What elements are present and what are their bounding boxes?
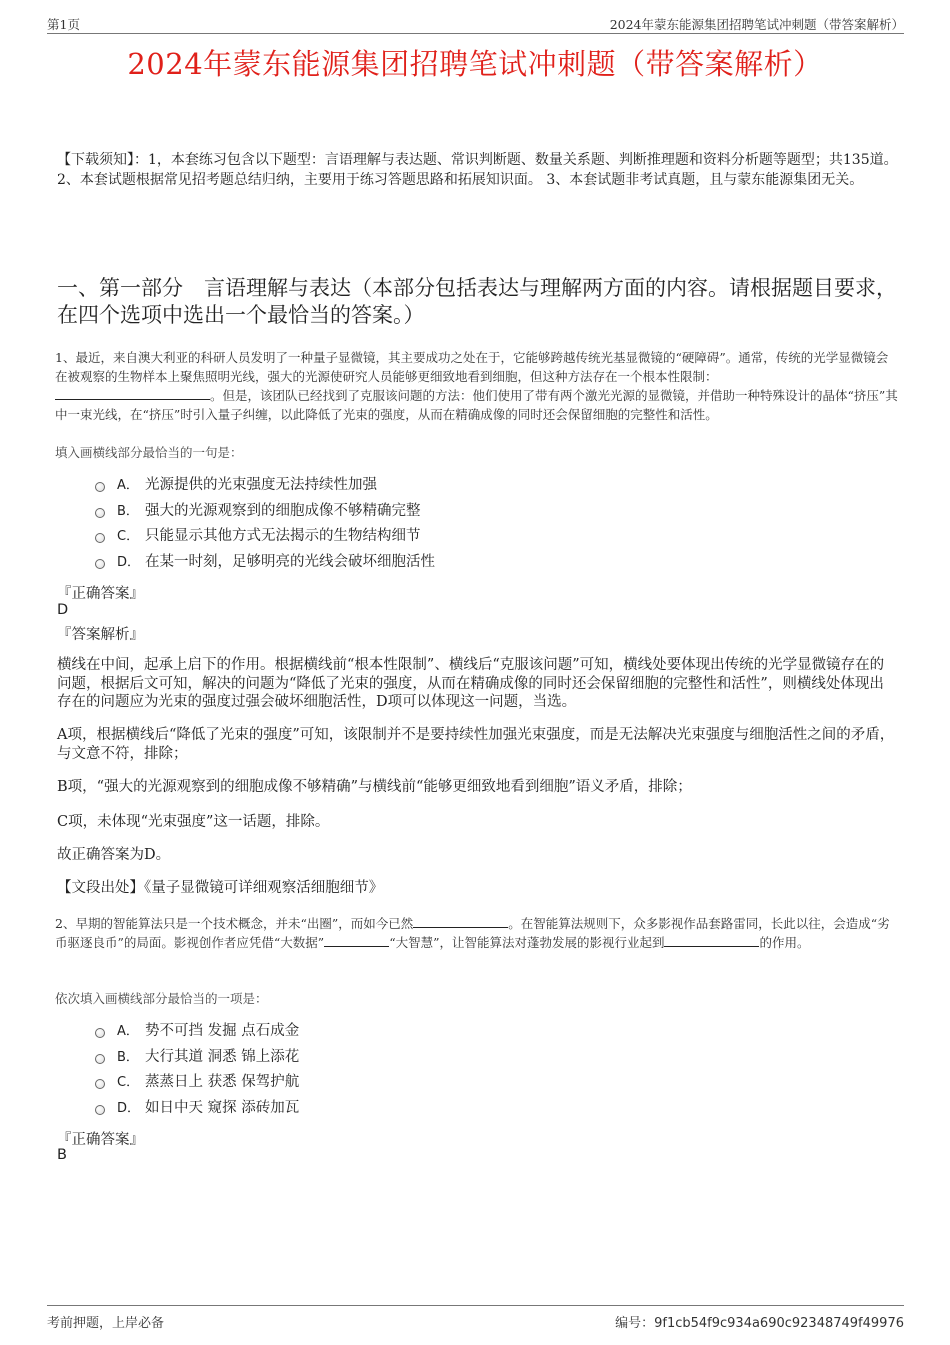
radio-icon[interactable]	[95, 508, 105, 518]
question-1-text	[55, 348, 900, 424]
question-1-analysis-b: B项，“强大的光源观察到的细胞成像不够精确”与横线前“能够更细致地看到细胞”语义矛盾，排除；	[57, 779, 692, 795]
question-1-source: 【文段出处】《量子显微镜可详细观察活细胞细节》	[57, 880, 384, 896]
question-1-analysis-a: A项，根据横线后“降低了光束的强度”可知，该限制并不是要持续性加强光束强度，而是无法解决光束强度与细胞活性之间的矛盾，与文意不符，排除；	[57, 727, 895, 762]
footer-code: 编号：9f1cb54f9c934a690c92348749f49976	[615, 1316, 904, 1331]
header-doc-title: 2024年蒙东能源集团招聘笔试冲刺题（带答案解析）	[609, 17, 904, 32]
question-2-blank-1	[413, 915, 508, 928]
question-2-blank-3	[664, 934, 759, 947]
question-1-option-a[interactable]: A． 光源提供的光束强度无法持续性加强	[95, 473, 435, 499]
download-notice: 【下载须知】：1，本套练习包含以下题型：言语理解与表达题、常识判断题、数量关系题、判断推理题和资料分析题等题型；共135道。 2、本套试题根据常见招考题总结归纳，主要用于练习答题思路和拓展知识面。 3、本套试题非考试真题，且与蒙东能源集团无关。	[57, 152, 898, 188]
question-1-prompt: 填入画横线部分最恰当的一句是：	[55, 445, 243, 460]
question-1-option-b[interactable]: B． 强大的光源观察到的细胞成像不够精确完整	[95, 499, 435, 525]
question-2-option-c[interactable]: C． 蒸蒸日上 获悉 保驾护航	[95, 1070, 299, 1096]
radio-icon[interactable]	[95, 1105, 105, 1115]
radio-icon[interactable]	[95, 559, 105, 569]
question-1-text-b: 。但是，该团队已经找到了克服该问题的方法：他们使用了带有两个激光光源的显微镜，并借助一种特殊设计的晶体“挤压”其中一束光线，在“挤压”时引入量子纠缠，以此降低了光束的强度，从而在精确成像的同时还会保留细胞的完整性和活性。	[55, 388, 898, 422]
page-footer	[47, 1305, 904, 1331]
question-2-answer: B	[57, 1147, 67, 1163]
radio-icon[interactable]	[95, 533, 105, 543]
question-1-answer: D	[57, 602, 69, 618]
question-1-option-c[interactable]: C． 只能显示其他方式无法揭示的生物结构细节	[95, 524, 435, 550]
radio-icon[interactable]	[95, 482, 105, 492]
question-1-text-a: 1、最近，来自澳大利亚的科研人员发明了一种量子显微镜，其主要成功之处在于，它能够跨越传统光基显微镜的“硬障碍”。通常，传统的光学显微镜会在被观察的生物样本上聚焦照明光线，强大的光源使研究人员能够更细致地看到细胞，但这种方法存在一个根本性限制：	[55, 350, 889, 384]
question-2-option-a[interactable]: A． 势不可挡 发掘 点石成金	[95, 1019, 299, 1045]
page-number: 第1页	[47, 17, 80, 32]
question-2-answer-label: 『正确答案』	[57, 1132, 144, 1148]
footer-slogan: 考前押题，上岸必备	[47, 1316, 165, 1331]
question-2-option-d[interactable]: D． 如日中天 窥探 添砖加瓦	[95, 1096, 299, 1122]
question-1-answer-label: 『正确答案』	[57, 586, 144, 602]
section-heading: 一、第一部分 言语理解与表达（本部分包括表达与理解两方面的内容。请根据题目要求，在四个选项中选出一个最恰当的答案。）	[57, 276, 897, 327]
question-2-blank-2	[324, 934, 389, 947]
page-header	[47, 15, 904, 34]
radio-icon[interactable]	[95, 1054, 105, 1064]
radio-icon[interactable]	[95, 1079, 105, 1089]
question-1-analysis-conclusion: 故正确答案为D。	[57, 847, 171, 863]
radio-icon[interactable]	[95, 1028, 105, 1038]
document-title: 2024年蒙东能源集团招聘笔试冲刺题（带答案解析）	[127, 47, 823, 81]
question-1-analysis-c: C项，未体现“光束强度”这一话题，排除。	[57, 814, 330, 830]
question-1-options	[95, 473, 435, 575]
question-2-text: 2、早期的智能算法只是一个技术概念，并未“出圈”，而如今已然 。在智能算法规则下，众多影视作品套路雷同，长此以往，会造成“劣币驱逐良币”的局面。影视创作者应凭借“大数据” “大智慧”，让智能算法对蓬勃发展的影视行业起到 的作用。	[55, 916, 890, 950]
question-2-prompt: 依次填入画横线部分最恰当的一项是：	[55, 991, 268, 1006]
question-2-option-b[interactable]: B． 大行其道 洞悉 锦上添花	[95, 1045, 299, 1071]
question-1-blank	[55, 387, 210, 400]
question-1-analysis-label: 『答案解析』	[57, 627, 144, 643]
question-1-analysis-main: 横线在中间，起承上启下的作用。根据横线前“根本性限制”、横线后“克服该问题”可知，横线处要体现出传统的光学显微镜存在的问题，根据后文可知，解决的问题为“降低了光束的强度，从而在精确成像的同时还会保留细胞的完整性和活性”，则横线处体现出存在的问题应为光束的强度过强会破坏细胞活性，D项可以体现这一问题，当选。	[57, 657, 885, 710]
question-1-option-d[interactable]: D． 在某一时刻，足够明亮的光线会破坏细胞活性	[95, 550, 435, 576]
question-2-options	[95, 1019, 299, 1121]
